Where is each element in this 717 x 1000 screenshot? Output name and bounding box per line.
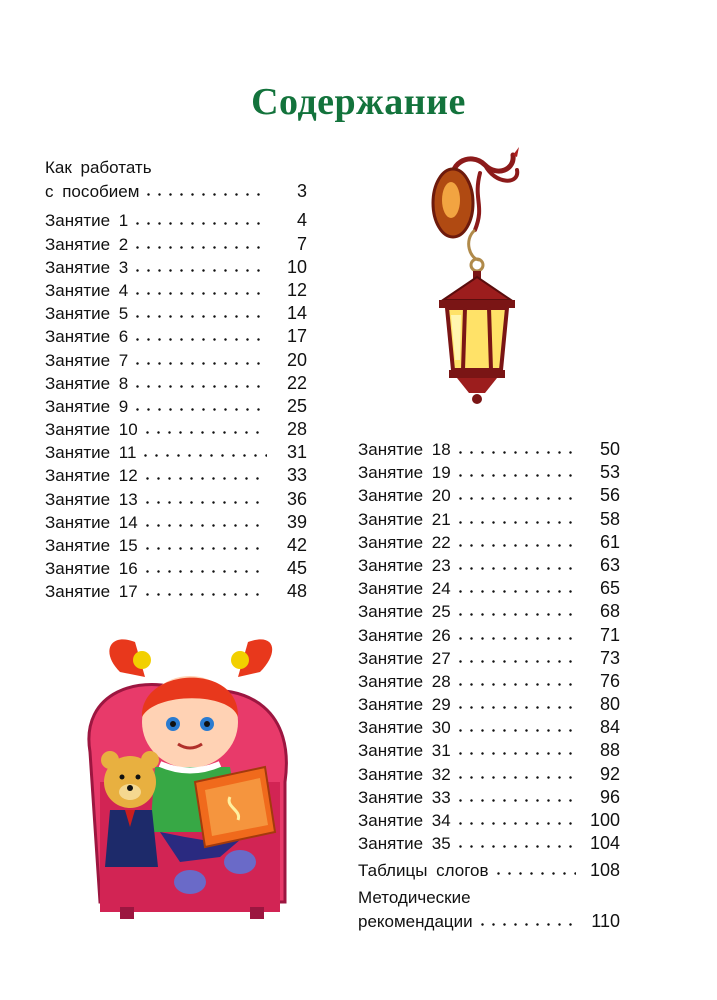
toc-entry-label: Занятие 31 <box>358 741 451 761</box>
toc-page-number: 100 <box>589 810 620 830</box>
toc-page-number: 71 <box>599 624 620 645</box>
toc-entry[interactable] <box>45 371 307 394</box>
toc-right-column <box>358 437 620 932</box>
street-lamp-illustration <box>425 145 525 407</box>
toc-page-number: 22 <box>286 372 307 393</box>
toc-intro-line1 <box>45 156 307 179</box>
toc-entry[interactable] <box>358 576 620 599</box>
toc-entry[interactable] <box>45 533 307 556</box>
dot-leader <box>132 394 267 412</box>
toc-entry-label: Занятие 1 <box>45 211 129 231</box>
toc-entry-label: Занятие 30 <box>358 718 451 738</box>
dot-leader <box>455 507 580 525</box>
toc-page-number: 80 <box>599 694 620 715</box>
dot-leader <box>455 599 580 617</box>
toc-entry[interactable] <box>358 785 620 808</box>
dot-leader <box>455 831 576 849</box>
toc-entry[interactable] <box>45 208 307 231</box>
toc-entry-label: Занятие 5 <box>45 304 129 324</box>
toc-entry[interactable] <box>358 483 620 506</box>
toc-entry[interactable] <box>358 460 620 483</box>
toc-page-number: 110 <box>591 910 620 931</box>
toc-entry-label: Занятие 20 <box>358 486 451 506</box>
toc-entry-label: Занятие 22 <box>358 532 451 552</box>
page-title: Содержание <box>251 81 466 123</box>
toc-page-number: 12 <box>286 279 307 300</box>
toc-methodical-line1 <box>358 886 620 909</box>
dot-leader <box>132 324 267 342</box>
dot-leader <box>477 909 578 927</box>
toc-entry[interactable] <box>358 762 620 785</box>
dot-leader <box>455 437 580 455</box>
dot-leader <box>142 556 267 574</box>
toc-intro-label-line2: с пособием <box>45 182 140 202</box>
toc-entry-label: Занятие 26 <box>358 625 451 645</box>
toc-entry-label: Занятие 27 <box>358 648 451 668</box>
toc-entry[interactable] <box>358 599 620 622</box>
toc-entry-label: Занятие 12 <box>45 466 138 486</box>
toc-syllables-entry[interactable] <box>358 858 620 881</box>
toc-entry-label: Занятие 9 <box>45 396 129 416</box>
toc-entry-label: Занятие 13 <box>45 489 138 509</box>
dot-leader <box>143 179 267 197</box>
toc-entry[interactable] <box>358 437 620 460</box>
toc-entry[interactable] <box>45 440 307 463</box>
toc-entry-label: Занятие 4 <box>45 280 129 300</box>
dot-leader <box>455 576 580 594</box>
toc-entry[interactable] <box>45 255 307 278</box>
toc-page-number: 42 <box>286 535 307 555</box>
toc-entry[interactable] <box>45 417 307 440</box>
toc-entry-label: Занятие 32 <box>358 764 451 784</box>
toc-page-number: 17 <box>286 326 307 347</box>
toc-entry[interactable] <box>45 348 307 371</box>
toc-entry-label: Занятие 15 <box>45 536 138 555</box>
toc-entry[interactable] <box>45 278 307 301</box>
toc-entry[interactable] <box>45 394 307 417</box>
toc-entry-label: Таблицы слогов <box>358 861 489 881</box>
toc-entry[interactable] <box>358 669 620 692</box>
dot-leader <box>455 623 580 641</box>
dot-leader <box>493 858 576 876</box>
toc-page-number: 53 <box>599 462 620 483</box>
toc-methodical-label-line1: Методические <box>358 887 471 907</box>
toc-page-number: 108 <box>589 860 620 881</box>
dot-leader <box>455 808 576 826</box>
toc-page-number: 73 <box>599 647 620 668</box>
dot-leader <box>142 533 267 551</box>
toc-entry-label: Занятие 28 <box>358 671 451 691</box>
toc-entry-label: Занятие 8 <box>45 373 129 393</box>
toc-entry[interactable] <box>45 487 307 510</box>
dot-leader <box>455 669 580 687</box>
toc-entry[interactable] <box>358 808 620 831</box>
toc-entry-label: Занятие 2 <box>45 234 129 254</box>
toc-page-number: 39 <box>286 511 307 532</box>
toc-entry[interactable] <box>45 510 307 533</box>
toc-entry-label: Занятие 6 <box>45 327 129 347</box>
dot-leader <box>142 510 267 528</box>
toc-entry-label: Занятие 7 <box>45 350 129 370</box>
toc-page-number: 92 <box>599 763 620 784</box>
toc-page-number: 104 <box>589 833 620 854</box>
dot-leader <box>132 301 267 319</box>
toc-page-number: 7 <box>296 233 307 254</box>
toc-entry-label: Занятие 11 <box>45 443 137 463</box>
toc-entry[interactable] <box>358 530 620 553</box>
dot-leader <box>455 483 580 501</box>
dot-leader <box>132 208 267 226</box>
toc-entry-label: Занятие 33 <box>358 787 451 807</box>
dot-leader <box>132 348 267 366</box>
toc-left-column <box>45 156 307 603</box>
dot-leader <box>142 417 267 435</box>
dot-leader <box>455 646 580 664</box>
toc-entry[interactable] <box>45 463 307 486</box>
toc-entry[interactable] <box>358 507 620 530</box>
dot-leader <box>142 463 267 481</box>
toc-page-number: 14 <box>286 303 307 324</box>
toc-entry[interactable] <box>358 646 620 669</box>
toc-page-number: 58 <box>599 508 620 529</box>
toc-entry[interactable] <box>358 553 620 576</box>
toc-entry[interactable] <box>358 715 620 738</box>
dot-leader <box>132 255 267 273</box>
toc-entry[interactable] <box>358 738 620 761</box>
toc-entry-label: Занятие 29 <box>358 695 451 715</box>
toc-page-number: 20 <box>286 349 307 370</box>
dot-leader <box>132 278 267 296</box>
toc-intro-label-line1: Как работать <box>45 158 152 177</box>
toc-page-number: 36 <box>286 488 307 509</box>
toc-page-number: 31 <box>286 442 307 463</box>
toc-page-number: 25 <box>286 395 307 416</box>
toc-entry[interactable] <box>45 556 307 579</box>
toc-page-number: 3 <box>296 181 307 202</box>
dot-leader <box>455 460 580 478</box>
toc-entry-label: Занятие 19 <box>358 463 451 483</box>
toc-page-number: 76 <box>599 670 620 691</box>
toc-entry[interactable] <box>45 301 307 324</box>
toc-page-number: 33 <box>286 465 307 486</box>
toc-left-list <box>45 208 307 602</box>
toc-page-number: 56 <box>599 485 620 506</box>
toc-entry-label: Занятие 35 <box>358 834 451 854</box>
dot-leader <box>142 487 267 505</box>
toc-entry-label: Занятие 10 <box>45 420 138 440</box>
toc-page-number: 50 <box>599 439 620 459</box>
toc-entry-label: Занятие 14 <box>45 512 138 532</box>
dot-leader <box>455 553 580 571</box>
toc-entry[interactable] <box>45 232 307 255</box>
dot-leader <box>132 232 267 250</box>
toc-entry-label: Занятие 17 <box>45 582 138 602</box>
toc-entry-label: Занятие 21 <box>358 509 451 529</box>
toc-page-number: 63 <box>599 554 620 575</box>
toc-right-list <box>358 437 620 854</box>
dot-leader <box>455 785 580 803</box>
toc-entry-label: Занятие 18 <box>358 440 451 459</box>
dot-leader <box>142 579 267 597</box>
toc-page-number: 65 <box>599 578 620 599</box>
toc-page-number: 61 <box>599 531 620 552</box>
toc-page-number: 68 <box>599 601 620 622</box>
dot-leader <box>455 692 580 710</box>
toc-page-number: 96 <box>599 786 620 807</box>
dot-leader <box>455 715 580 733</box>
toc-page-number: 88 <box>599 740 620 761</box>
toc-page-number: 84 <box>599 717 620 738</box>
toc-entry[interactable] <box>358 831 620 854</box>
toc-page-number: 10 <box>286 256 307 277</box>
toc-entry-label: Занятие 24 <box>358 579 451 599</box>
toc-page-number: 45 <box>286 558 307 579</box>
toc-intro-entry[interactable] <box>45 179 307 202</box>
dot-leader <box>455 530 580 548</box>
toc-page-number: 48 <box>286 581 307 602</box>
toc-entry[interactable] <box>358 692 620 715</box>
dot-leader <box>140 440 267 458</box>
dot-leader <box>132 371 267 389</box>
toc-entry-label: Занятие 34 <box>358 811 451 830</box>
toc-page-number: 28 <box>286 419 307 440</box>
toc-entry-label: Занятие 23 <box>358 555 451 575</box>
dot-leader <box>455 762 580 780</box>
girl-reading-illustration <box>80 632 300 922</box>
toc-page-number: 4 <box>296 210 307 231</box>
toc-entry[interactable] <box>45 324 307 347</box>
dot-leader <box>455 738 580 756</box>
toc-entry-label: Занятие 25 <box>358 602 451 622</box>
toc-methodical-label-line2: рекомендации <box>358 911 473 931</box>
toc-entry-label: Занятие 16 <box>45 559 138 579</box>
toc-entry[interactable] <box>45 579 307 602</box>
toc-methodical-entry[interactable] <box>358 909 620 932</box>
toc-entry[interactable] <box>358 623 620 646</box>
toc-entry-label: Занятие 3 <box>45 257 129 277</box>
